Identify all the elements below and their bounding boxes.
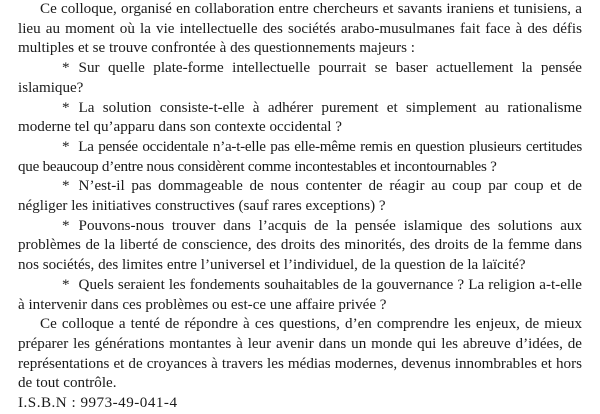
- bullet-star: *: [62, 60, 70, 77]
- bullet-star: *: [62, 99, 70, 116]
- question-item-4: [18, 177, 582, 216]
- question-item-6: [18, 276, 582, 315]
- question-text: La pensée occidentale n’a-t-elle pas elle-même remis en question plusieurs certitudes que beaucoup d’entre nous considèrent comme incontestables et incontournables ?: [18, 138, 582, 175]
- intro-paragraph: Ce colloque, organisé en collaboration entre chercheurs et savants iraniens et tunisiens, a lieu au moment où la vie intellectuelle des sociétés arabo-musulmanes fait face à des défis multiples et se trouve confrontée à des questionnements majeurs :: [18, 1, 582, 57]
- question-text: Pouvons-nous trouver dans l’acquis de la pensée islamique des solutions aux problèmes de la liberté de conscience, des droits des minorités, des droits de la femme dans nos sociétés, des limites entre l’universel et l’individuel, de la question de la laïcité?: [18, 217, 582, 274]
- bullet-star: *: [62, 138, 70, 155]
- question-item-1: [18, 59, 582, 98]
- conclusion-paragraph: Ce colloque a tenté de répondre à ces questions, d’en comprendre les enjeux, de mieux préparer les générations montantes à leur avenir dans un monde qui les abreuve d’idées, de représentations et de croyances à travers les médias modernes, devenus innombrables et hors de tout contrôle.: [18, 316, 582, 392]
- question-item-2: [18, 99, 582, 138]
- question-text: Sur quelle plate-forme intellectuelle pourrait se baser actuellement la pensée islamique?: [18, 60, 582, 96]
- question-text: Quels seraient les fondements souhaitables de la gouvernance ? La religion a-t-elle à intervenir dans ces problèmes ou est-ce une affaire privée ?: [18, 276, 582, 313]
- question-text: La solution consiste-t-elle à adhérer purement et simplement au rationalisme moderne tel qu’apparu dans son contexte occidental ?: [18, 99, 582, 136]
- question-text: N’est-il pas dommageable de nous contenter de réagir au coup par coup et de négliger les initiatives constructives (sauf rares exceptions) ?: [18, 178, 582, 215]
- bullet-star: *: [62, 276, 70, 293]
- bullet-star: *: [62, 217, 70, 234]
- question-item-3: [18, 138, 582, 177]
- bullet-star: *: [62, 178, 70, 195]
- isbn-line: I.S.B.N : 9973-49-041-4: [18, 395, 178, 412]
- document-page: [18, 0, 582, 412]
- question-item-5: [18, 217, 582, 276]
